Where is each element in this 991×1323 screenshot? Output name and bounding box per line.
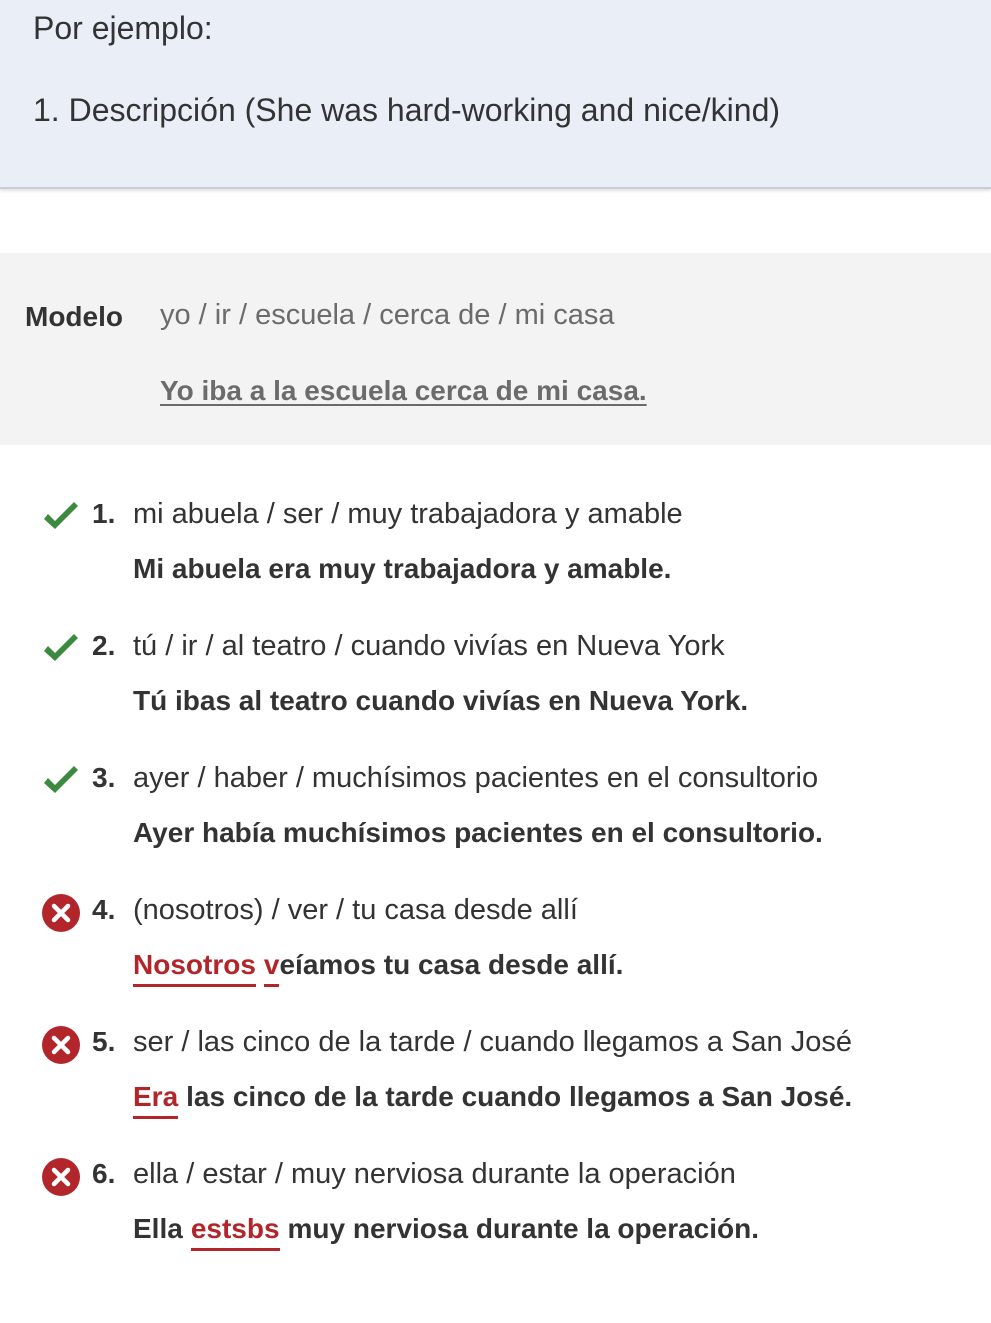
error-word: v [264, 948, 280, 987]
model-answer: Yo iba a la escuela cerca de mi casa. [160, 375, 647, 406]
item-prompt: (nosotros) / ver / tu casa desde allí [133, 894, 578, 926]
item-number: 3. [92, 762, 116, 793]
checkmark-icon [41, 761, 81, 801]
item-number: 6. [92, 1158, 116, 1189]
error-word: estsbs [191, 1212, 280, 1251]
model-prompt: yo / ir / escuela / cerca de / mi casa [160, 299, 615, 331]
model-label: Modelo [25, 301, 123, 332]
item-prompt: tú / ir / al teatro / cuando vivías en Nueva York [133, 630, 725, 662]
example-box [0, 0, 991, 189]
exercise-item-3 [0, 761, 991, 881]
item-number: 5. [92, 1026, 116, 1057]
item-answer: Mi abuela era muy trabajadora y amable. [133, 553, 672, 584]
x-circle-icon [41, 893, 81, 933]
item-answer: Tú ibas al teatro cuando vivías en Nueva York. [133, 685, 749, 716]
x-circle-icon [41, 1025, 81, 1065]
example-intro: Por ejemplo: [33, 10, 213, 46]
item-answer: Ayer había muchísimos pacientes en el consultorio. [133, 817, 823, 848]
exercise-item-6 [0, 1157, 991, 1277]
error-word: Nosotros [133, 948, 256, 987]
item-prompt: ayer / haber / muchísimos pacientes en el consultorio [133, 762, 819, 794]
item-answer [133, 1211, 759, 1251]
item-answer [133, 947, 623, 987]
error-word: Era [133, 1080, 178, 1119]
answer-text: eíamos tu casa desde allí. [279, 949, 624, 980]
checkmark-icon [41, 497, 81, 537]
checkmark-icon [41, 629, 81, 669]
item-prompt: ser / las cinco de la tarde / cuando llegamos a San José [133, 1026, 852, 1058]
item-number: 4. [92, 894, 116, 925]
example-description: 1. Descripción (She was hard-working and nice/kind) [33, 92, 781, 128]
exercise-item-5 [0, 1025, 991, 1145]
exercise-item-2 [0, 629, 991, 749]
answer-text: muy nerviosa durante la operación. [287, 1213, 760, 1244]
item-answer [133, 1079, 852, 1119]
x-circle-icon [41, 1157, 81, 1197]
model-box [0, 253, 991, 445]
item-number: 1. [92, 498, 116, 529]
item-number: 2. [92, 630, 116, 661]
item-prompt: mi abuela / ser / muy trabajadora y amable [133, 498, 683, 530]
exercise-item-1 [0, 497, 991, 617]
answer-text: Ella [133, 1213, 183, 1244]
answer-text: las cinco de la tarde cuando llegamos a San José. [186, 1081, 853, 1112]
item-prompt: ella / estar / muy nerviosa durante la operación [133, 1158, 736, 1190]
exercise-item-4 [0, 893, 991, 1013]
